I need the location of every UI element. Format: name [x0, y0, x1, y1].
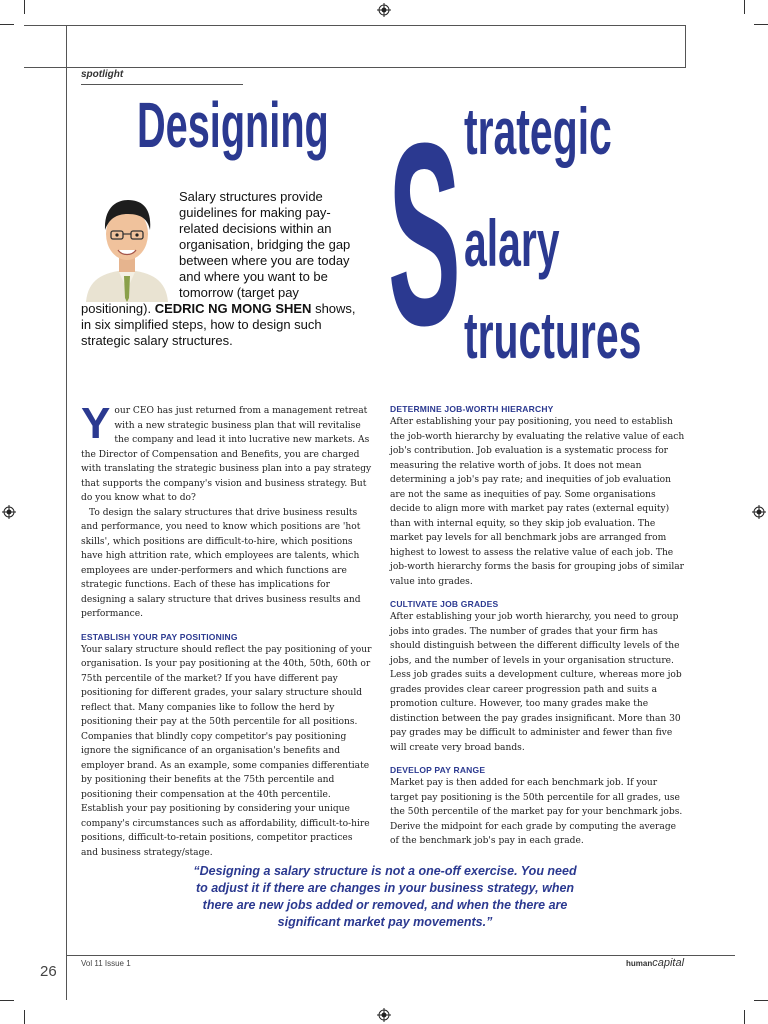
section-rule [81, 84, 243, 85]
registration-mark-icon [377, 3, 391, 17]
page-number: 26 [40, 963, 57, 980]
registration-mark-icon [2, 505, 16, 519]
issue-label: Vol 11 Issue 1 [81, 959, 131, 968]
crop-mark [24, 1010, 25, 1024]
headline-structures: tructures [464, 298, 642, 372]
subhead-job-worth: DETERMINE JOB-WORTH HIERARCHY [390, 404, 554, 414]
body-paragraph: To design the salary structures that drive business results and performance, you need to know which positions are 'hot skills', which positions are difficult-to-hire, which positions have high attrition rate, which employees are talents, which employees are under-performers and which functions are strategic functions. Each of these has implications for designing a salary structure that drives business results and performance. [81, 507, 361, 619]
body-paragraph: After establishing your job worth hierarchy, you need to group jobs into grades. The number of grades that your firm has should distinguish between the different difficulty levels of the jobs, and the number of levels in your organisation structure. Less job grades suits a development culture, whereas more job grades provides clear career progression path and suits a promotion culture. However, too many grades make the distinction between the pay grades insignificant. More than 30 pay grades may be difficult to administer and fewer than five will create very broad bands. [390, 612, 682, 753]
registration-mark-icon [752, 505, 766, 519]
headline-salary: alary [464, 206, 560, 280]
subhead-job-grades: CULTIVATE JOB GRADES [390, 599, 499, 609]
body-paragraph: After establishing your pay positioning, you need to establish the job-worth hierarchy by evaluating the relative value of each job's contribution. Job evaluation is a systematic process for measuring the relative worth of jobs. It does not mean determining a job's pay rate; and inequities of job evaluation are not the same as inequities of pay. Some organisations decide to align more with market pay rates (external equity) than with internal equity, so they skip job evaluation. The market pay levels for all benchmark jobs are arranged from highest to lowest to assess the relative value of each job. The job-worth hierarchy forms the basis for grouping jobs of similar value into grades. [390, 417, 685, 587]
header-rule [24, 67, 685, 68]
logo-capital: capital [652, 957, 685, 969]
body-paragraph: Market pay is then added for each benchmark job. If your target pay positioning is the 50th percentile for all grades, use the 50th percentile of the market pay for your benchmark jobs. Derive the midpoint for each grade by computing the average of the benchmark job's pay in each grade. [390, 778, 683, 846]
intro-paragraph [81, 399, 372, 506]
subhead-pay-positioning: ESTABLISH YOUR PAY POSITIONING [81, 631, 238, 642]
magazine-logo [626, 957, 684, 969]
registration-mark-icon [377, 1008, 391, 1022]
section-label: spotlight [81, 69, 124, 80]
intro-text: our CEO has just returned from a management retreat with a new strategic business plan that will revitalise the company and lead it into lucrative new markets. As the Director of Compensation and Benefits, you are charged with translating the strategic business plan into a pay strategy that supports the company's vision and business strategy. But do you know what to do? [81, 406, 372, 503]
header-rule [24, 25, 685, 26]
header-rule [685, 25, 686, 68]
standfirst-text: Salary structures provide guidelines for making pay-related decisions within an organisation, bridging the gap between where you are today and where you want to be tomorrow (target pay positioning). [81, 189, 351, 316]
footer-rule [67, 955, 735, 956]
standfirst-author: CEDRIC NG MONG SHEN [154, 301, 312, 316]
right-column [390, 404, 687, 849]
crop-mark [24, 0, 25, 14]
standfirst [81, 189, 357, 349]
headline-strategic: trategic [464, 94, 612, 168]
logo-human: human [626, 959, 653, 968]
headline-big-s: S [388, 90, 461, 380]
left-column [81, 399, 372, 860]
headline-designing: Designing [137, 89, 329, 161]
standfirst-text-after: shows, in six simplified steps, how to design such strategic salary structures. [81, 301, 356, 348]
crop-mark [754, 1000, 768, 1001]
margin-rule [66, 25, 67, 1000]
photo-spacer [81, 189, 179, 301]
subhead-pay-range: DEVELOP PAY RANGE [390, 765, 486, 775]
crop-mark [0, 24, 14, 25]
dropcap: Y [81, 399, 111, 448]
crop-mark [744, 0, 745, 14]
body-paragraph: Your salary structure should reflect the pay positioning of your organisation. Is your pay positioning at the 40th, 50th, 60th or 75th percentile of the market? If you have different pay positioning for different grades, your salary structure should reflect that. Many companies like to follow the herd by positioning their pay at the 50th percentile for all positions. Companies that blindly copy competitor's pay positioning ignore the significance of an organisation's benefits and employer brand. As an example, some companies differentiate by positioning their benefits at the 75th percentile and positioning their compensation at the 40th percentile. Establish your pay positioning by considering your unique company's circumstances such as affordability, difficult-to-hire positions, difficult-to-retain positions, competitor practices and business strategy/stage. [81, 644, 372, 858]
crop-mark [754, 24, 768, 25]
pull-quote: “Designing a salary structure is not a one-off exercise. You need to adjust it if there are changes in your business strategy, when there are new jobs added or removed, and when the there are significant market pay movements.” [193, 864, 577, 929]
crop-mark [744, 1010, 745, 1024]
crop-mark [0, 1000, 14, 1001]
